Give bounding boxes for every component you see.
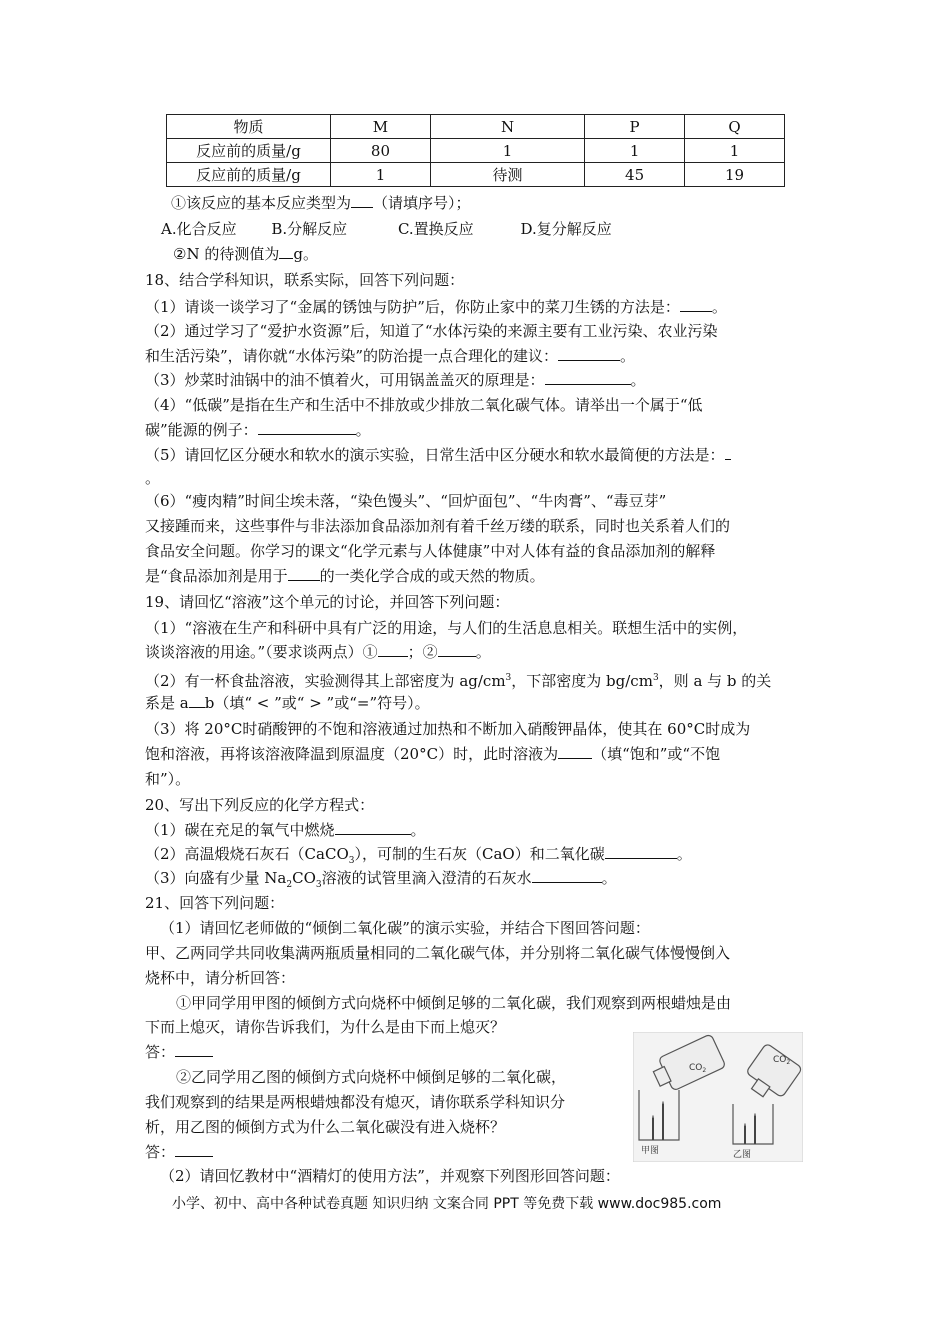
question-heading: 18、结合学科知识，联系实际，回答下列问题： bbox=[145, 271, 465, 289]
answer-blank[interactable] bbox=[725, 445, 731, 460]
table-cell: 45 bbox=[585, 163, 685, 187]
question-line: （3）向盛有少量 $Na_2CO_3$溶液的试管里滴入澄清的石灰水 。 bbox=[145, 869, 617, 890]
yi-label: 乙图 bbox=[733, 1150, 752, 1160]
table-cell: 反应前的质量/g bbox=[167, 139, 331, 163]
question-line: （1）“溶液在生产和科研中具有广泛的用途，与人们的生活息息相关。联想生活中的实例， bbox=[145, 619, 748, 637]
question-line: 我们观察到的结果是两根蜡烛都没有熄灭，请你联系学科知识分 bbox=[145, 1093, 566, 1111]
answer-blank[interactable] bbox=[288, 566, 320, 581]
answer-blank[interactable] bbox=[438, 642, 476, 657]
question-line: 食品安全问题。你学习的课文“化学元素与人体健康”中对人体有益的食品添加剂的解释 bbox=[145, 542, 716, 560]
svg-text:CO2: $CO_2$ bbox=[689, 1063, 707, 1074]
table-cell: 1 bbox=[685, 139, 785, 163]
question-line: 碳”能源的例子： 。 bbox=[145, 421, 371, 439]
table-row bbox=[167, 163, 785, 187]
question-line: （6）“瘦肉精”时间尘埃未落，“染色馒头”、“回炉面包”、“牛肉膏”、“毒豆芽” bbox=[145, 492, 667, 510]
data-table bbox=[166, 114, 785, 187]
answer-blank[interactable] bbox=[351, 193, 373, 208]
question-line: 烧杯中，请分析回答： bbox=[145, 969, 296, 987]
question-line: 下而上熄灭，请你告诉我们，为什么是由下而上熄灭？ bbox=[145, 1018, 506, 1036]
co2-pouring-figure bbox=[633, 1032, 803, 1162]
question-heading: 19、请回忆“溶液”这个单元的讨论，并回答下列问题： bbox=[145, 593, 510, 611]
answer-blank[interactable] bbox=[532, 868, 602, 883]
question-line: （1）碳在充足的氧气中燃烧 。 bbox=[145, 821, 426, 839]
question-heading: 21、回答下列问题： bbox=[145, 894, 285, 912]
answer-line: 答： bbox=[145, 1142, 213, 1162]
answer-line: 答： bbox=[145, 1042, 213, 1062]
question-line: （1）请回忆老师做的“倾倒二氧化碳”的演示实验，并结合下图回答问题： bbox=[160, 919, 650, 937]
co2-experiment-illustration bbox=[633, 1032, 803, 1162]
table-cell: Q bbox=[685, 115, 785, 139]
question-line: 饱和溶液，再将该溶液降温到原温度（20°C）时，此时溶液为 （填“饱和”或“不饱 bbox=[145, 745, 721, 763]
question-line: 谈谈溶液的用途。”（要求谈两点）① ；② 。 bbox=[145, 643, 491, 661]
answer-blank[interactable] bbox=[335, 820, 411, 835]
answer-blank[interactable] bbox=[558, 744, 592, 759]
answer-blank[interactable] bbox=[175, 1142, 213, 1157]
question-line: （1）请谈一谈学习了“金属的锈蚀与防护”后，你防止家中的菜刀生锈的方法是： 。 bbox=[145, 298, 727, 316]
question-line: （2）请回忆教材中“酒精灯的使用方法”，并观察下列图形回答问题： bbox=[160, 1167, 620, 1185]
answer-blank[interactable] bbox=[258, 420, 356, 435]
svg-text:CO2: $CO_2$ bbox=[773, 1055, 791, 1066]
question-line: 系是 a b（填“ < ”或“ > ”或“=”符号）。 bbox=[145, 694, 430, 712]
question-line: 和”）。 bbox=[145, 770, 191, 788]
question-heading: 20、写出下列反应的化学方程式： bbox=[145, 796, 375, 814]
question-line: 又接踵而来，这些事件与非法添加食品添加剂有着千丝万缕的联系，同时也关系着人们的 bbox=[145, 517, 731, 535]
table-cell: 19 bbox=[685, 163, 785, 187]
table-cell: 物质 bbox=[167, 115, 331, 139]
table-cell: 1 bbox=[331, 163, 431, 187]
table-cell: M bbox=[331, 115, 431, 139]
table-header-row bbox=[167, 115, 785, 139]
question-line: 是“食品添加剂是用于 的一类化学合成的或天然的物质。 bbox=[145, 567, 545, 585]
question-line: ②N 的待测值为 g。 bbox=[173, 245, 318, 263]
answer-blank[interactable] bbox=[378, 642, 408, 657]
table-cell: N bbox=[430, 115, 584, 139]
question-line: ①该反应的基本反应类型为 （请填序号）； bbox=[171, 194, 471, 212]
question-line: ②乙同学用乙图的倾倒方式向烧杯中倾倒足够的二氧化碳， bbox=[176, 1068, 567, 1086]
question-line: （2）高温煅烧石灰石（CaCO$_3$），可制的生石灰（CaO）和二氧化碳 。 bbox=[145, 845, 692, 866]
jia-label: 甲图 bbox=[641, 1146, 660, 1156]
answer-blank[interactable] bbox=[545, 370, 631, 385]
page-footer: 小学、初中、高中各种试卷真题 知识归纳 文案合同 PPT 等免费下载 www.doc985.com bbox=[172, 1196, 722, 1212]
question-line: （5）请回忆区分硬水和软水的演示实验，日常生活中区分硬水和软水最简便的方法是： bbox=[145, 445, 731, 465]
end-mark: 。 bbox=[145, 469, 161, 487]
question-line: （4）“低碳”是指在生产和生活中不排放或少排放二氧化碳气体。请举出一个属于“低 bbox=[145, 396, 703, 414]
table-cell: 待测 bbox=[430, 163, 584, 187]
question-line: 甲、乙两同学共同收集满两瓶质量相同的二氧化碳气体，并分别将二氧化碳气体慢慢倒入 bbox=[145, 944, 731, 962]
question-line: ①甲同学用甲图的倾倒方式向烧杯中倾倒足够的二氧化碳，我们观察到两根蜡烛是由 bbox=[176, 994, 732, 1012]
answer-blank[interactable] bbox=[175, 1042, 213, 1057]
question-line: 和生活污染”，请你就“水体污染”的防治提一点合理化的建议： 。 bbox=[145, 347, 636, 365]
table-cell: 1 bbox=[585, 139, 685, 163]
question-line: 析，用乙图的倾倒方式为什么二氧化碳没有进入烧杯？ bbox=[145, 1118, 506, 1136]
table-cell: P bbox=[585, 115, 685, 139]
answer-blank[interactable] bbox=[279, 244, 293, 259]
table-cell: 反应前的质量/g bbox=[167, 163, 331, 187]
answer-blank[interactable] bbox=[680, 297, 712, 312]
question-line: （3）炒菜时油锅中的油不慎着火，可用锅盖盖灭的原理是： 。 bbox=[145, 371, 646, 389]
table-cell: 80 bbox=[331, 139, 431, 163]
answer-blank[interactable] bbox=[189, 693, 205, 708]
table-cell: 1 bbox=[430, 139, 584, 163]
question-line: （3）将 20°C时硝酸钾的不饱和溶液通过加热和不断加入硝酸钾晶体，使其在 60°C时成为 bbox=[145, 720, 751, 738]
question-line: （2）通过学习了“爱护水资源”后，知道了“水体污染的来源主要有工业污染、农业污染 bbox=[145, 322, 718, 340]
question-line: （2）有一杯食盐溶液，实验测得其上部密度为 $ag/cm^3$，下部密度为 $bg/cm^3$，则 a 与 b 的关 bbox=[145, 672, 772, 690]
answer-blank[interactable] bbox=[605, 844, 677, 859]
options-line: A.化合反应 B.分解反应 C.置换反应 D.复分解反应 bbox=[161, 220, 612, 238]
table-row bbox=[167, 139, 785, 163]
answer-blank[interactable] bbox=[558, 346, 620, 361]
